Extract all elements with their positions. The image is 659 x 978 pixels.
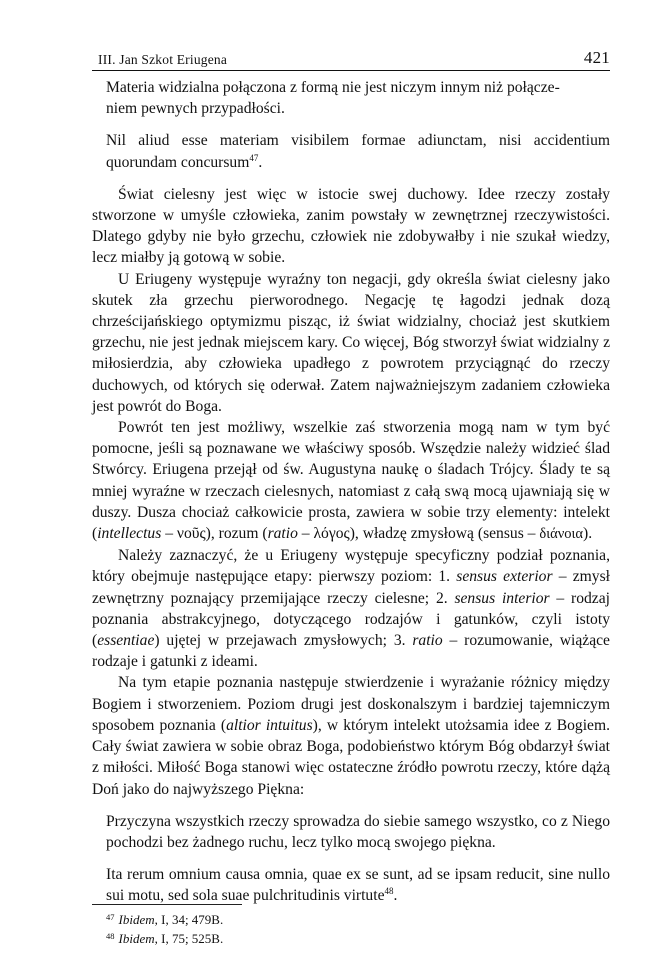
footnote-number: 48 — [106, 931, 115, 941]
quote-latin-2 — [92, 864, 610, 906]
text: Należy zaznaczyć, że u Eriugeny występuje specyficzny podział poznania, który obejmuje następujące etapy: pierwszy poziom: 1. — [92, 547, 610, 586]
running-head — [92, 44, 610, 68]
footnote-number: 47 — [106, 912, 115, 922]
footnote-title: Ibidem — [118, 912, 155, 927]
footnote — [92, 909, 610, 928]
italic-term: essentiae — [97, 632, 155, 650]
footnote-title: Ibidem — [118, 931, 155, 946]
paragraph — [92, 545, 610, 672]
footnote-ref[interactable]: 48 — [384, 886, 394, 897]
text: – νοῦς), rozum ( — [161, 525, 268, 543]
quote-polish-1 — [92, 77, 610, 119]
paragraph: Świat cielesny jest więc w istocie swej duchowy. Idee rzeczy zostały stworzone w umyśle człowieka, zanim powstały w zewnętrznej rzeczywistości. Dlatego gdyby nie było grzechu, człowiek nie zdobywałby i nie szukał wiedzy, lecz miałby ją gotową w sobie. — [92, 185, 610, 267]
footnote-text: , I, 75; 525B. — [154, 931, 224, 946]
italic-term: altior intuitus — [226, 716, 313, 734]
footnote-ref[interactable]: 47 — [249, 152, 259, 163]
footnote-rule — [92, 904, 242, 905]
footnote-text: , I, 34; 479B. — [154, 912, 224, 927]
text: ). — [583, 525, 593, 543]
greek-term: διάνοια — [539, 526, 584, 543]
text: ), w którym intelekt utożsamia idee z Bogiem. Cały świat zawiera w sobie obraz Boga, podobieństwo którym Bóg obdarzył świat z miłości. Miłość Boga stanowi więc ostateczne źródło powrotu rzeczy, które dążą Doń jako do najwyższego Piękna: — [92, 716, 610, 798]
quote-latin-1 — [92, 130, 610, 172]
paragraph — [92, 417, 610, 545]
paragraph — [92, 672, 610, 799]
footnotes — [92, 904, 610, 947]
body-text — [92, 77, 610, 907]
text: Na tym etapie poznania następuje stwierdzenie i wyrażanie różnicy między Bogiem i stworzeniem. Poziom drugi jest doskonalszym i bardziej tajemniczym sposobem poznania ( — [92, 674, 610, 734]
page — [92, 44, 610, 907]
text: – rodzaj poznania abstrakcyjnego, dotyczącego rodzajów i gatunków, czyli istoty ( — [92, 589, 610, 650]
chapter-title: III. Jan Szkot Eriugena — [98, 52, 228, 67]
text: ) ujętej w przejawach zmysłowych; 3. — [154, 632, 413, 650]
italic-term: sensus exterior — [456, 568, 553, 586]
italic-term: intellectus — [97, 525, 162, 543]
text: Powrót ten jest możliwy, wszelkie zaś stworzenia mogą nam w tym być pomocne, jeśli są poznawane we właściwy sposób. Wszędzie należy widzieć ślad Stwórcy. Eriugena przejął od św. Augustyna naukę o śladach Trójcy. Ślady te są mniej wyraźne w rzeczach cielesnych, natomiast z całą swą mocą ujawniają się w duszy. Dusza chociaż całkowicie prosta, zawiera w sobie trzy elementy: intelekt ( — [92, 419, 610, 543]
italic-term: ratio — [412, 632, 443, 650]
quote-polish-2: Przyczyna wszystkich rzeczy sprowadza do siebie samego wszystko, co z Niego pochodzi bez żadnego ruchu, lecz tylko mocą swojego piękna. — [106, 812, 610, 851]
quote-text: Ita rerum omnium causa omnia, quae ex se sunt, ad se ipsam reducit, sine nullo sui motu, sed sola suae pulchritudinis virtute — [106, 866, 610, 905]
paragraph: U Eriugeny występuje wyraźny ton negacji, gdy określa świat cielesny jako skutek zła grzechu pierworodnego. Negację tę łagodzi jednak dozą chrześcijańskiego optymizmu pisząc, iż świat widzialny, chociaż jest skutkiem grzechu, nie jest jednak miejscem kary. Co więcej, Bóg stworzył świat widzialny z miłosierdzia, aby człowieka upadłego z powrotem przyciągnąć do rzeczy duchowych, od których się oderwał. Zatem najważniejszym zadaniem człowieka jest powrót do Boga. — [92, 270, 610, 415]
italic-term: ratio — [267, 525, 298, 543]
punct: . — [258, 153, 263, 171]
page-number: 421 — [583, 48, 610, 67]
text: – zmysł zewnętrzny poznający przemijające rzeczy cielesne; 2. — [92, 568, 611, 607]
quote-line: Materia widzialna połączona z formą nie jest niczym innym niż połącze- — [106, 79, 560, 96]
punct: . — [393, 887, 398, 905]
quote-text: Nil aliud esse materiam visibilem formae adiunctam, nisi accidentium quorundam concursum — [106, 132, 610, 171]
header-rule — [92, 70, 610, 71]
italic-term: sensus interior — [454, 589, 550, 607]
text: – rozumowanie, wiążące rodzaje i gatunki z ideami. — [92, 632, 610, 671]
quote-line: niem pewnych przypadłości. — [106, 100, 285, 118]
footnote — [92, 928, 610, 947]
text: – λόγος), władzę zmysłową (sensus – — [297, 525, 540, 543]
